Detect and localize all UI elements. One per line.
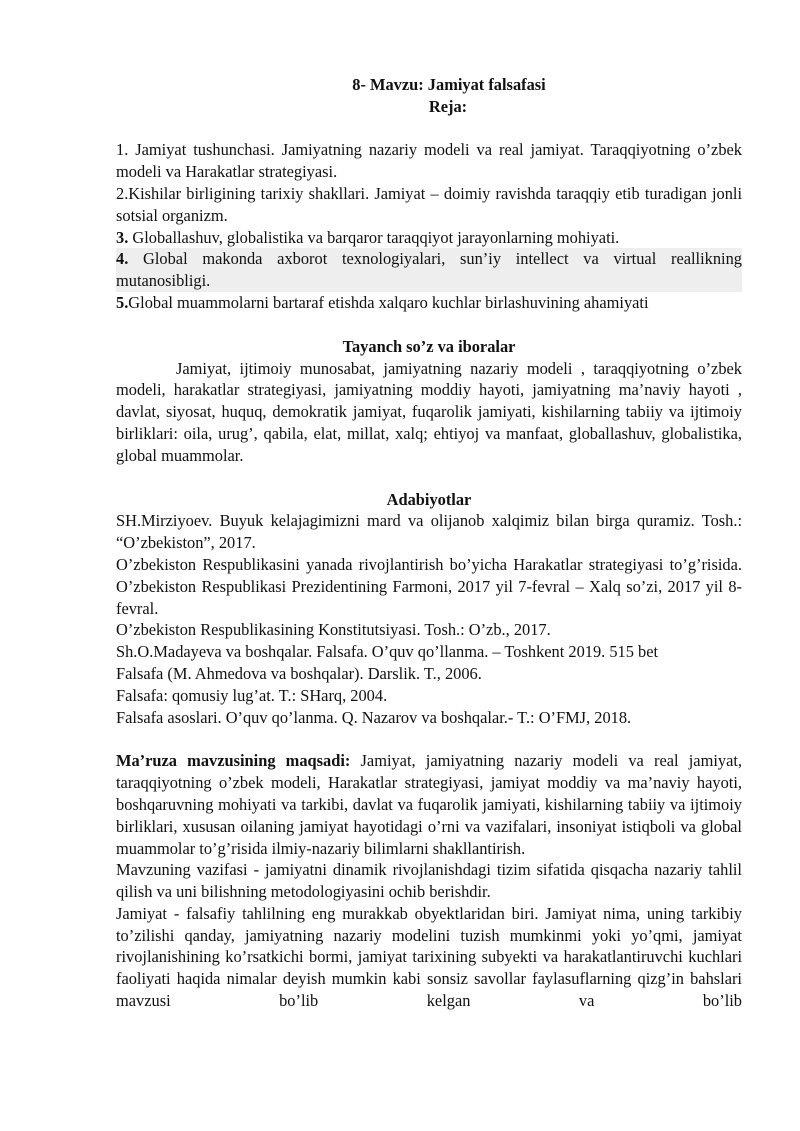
document-title: 8- Mavzu: Jamiyat falsafasi xyxy=(352,75,546,94)
plan-item-5 xyxy=(116,292,742,314)
literature-item-7: Falsafa asoslari. O’quv qo’lanma. Q. Nazarov va boshqalar.- T.: O’FMJ, 2018. xyxy=(116,707,632,727)
plan-item-1-text: 1. Jamiyat tushunchasi. Jamiyatning nazariy modeli va real jamiyat. Taraqqiyotning o’zbek modeli va Harakatlar strategiyasi. xyxy=(116,140,742,182)
literature-item-2: O’zbekiston Respublikasini yanada rivojlantirish bo’yicha Harakatlar strategiyasi to’g’risida. O’zbekiston Respublikasi Prezidentining Farmoni, 2017 yil 7-fevral – Xalq so’zi, 2017 yil 8-fevral. xyxy=(116,554,742,618)
plan-heading: Reja: xyxy=(428,96,468,116)
plan-item-3-text: Globallashuv, globalistika va barqaror taraqqiyot jarayonlarning mohiyati. xyxy=(128,227,620,247)
lecture-goal-text: Jamiyat, jamiyatning nazariy modeli va real jamiyat, taraqqiyotning o’zbek modeli, Harakatlar strategiyasi, jamiyat moddiy va ma’naviy hayoti, boshqaruvning mohiyati va tarkibi, davlat va fuqarolik jamiyati, kishilarning tabiiy va ijtimoiy birliklari, xususan oilaning jamiyat hayotidagi o’rni va vazifalari, insoniyat istiqboli va global muammolar to’g’risida ilmiy-nazariy bilimlarni shakllantirish. xyxy=(116,751,742,858)
body-paragraph: Jamiyat - falsafiy tahlilning eng murakkab obyektlaridan biri. Jamiyat nima, uning tarkibiy to’zilishi qanday, jamiyatning nazariy modelini tuzish mumkinmi yoki yo’qmi, jamiyat rivojlanishining ko’rsatkichi bormi, jamiyat tarixining subyekti va harakatlantiruvchi kuchlari faoliyati haqida nimalar deyish mumkin kabi sonsiz savollar faylasuflarning qizg’in bahslari mavzusi bo’lib kelgan va bo’lib xyxy=(116,903,742,1011)
lecture-goal xyxy=(116,750,742,859)
plan-item-1 xyxy=(116,139,742,183)
literature-item-4: Sh.O.Madayeva va boshqalar. Falsafa. O’quv qo’llanma. – Toshkent 2019. 515 bet xyxy=(116,642,659,662)
plan-item-5-text: Global muammolarni bartaraf etishda xalqaro kuchlar birlashuvining ahamiyati xyxy=(128,292,649,312)
plan-item-2 xyxy=(116,183,742,227)
literature-heading: Adabiyotlar xyxy=(386,489,472,509)
plan-item-3-number: 3. xyxy=(116,227,129,247)
literature-item-5: Falsafa (M. Ahmedova va boshqalar). Darslik. T., 2006. xyxy=(116,663,482,683)
lecture-task: Mavzuning vazifasi - jamiyatni dinamik rivojlanishdagi tizim sifatida qisqacha nazariy tahlil qilish va uni bilishning metodologiyasini ochib berishdir. xyxy=(116,860,742,902)
plan-item-5-number: 5. xyxy=(116,292,129,312)
keywords-text: Jamiyat, ijtimoiy munosabat, jamiyatning nazariy modeli , taraqqiyotning o’zbek modeli, harakatlar strategiyasi, jamiyatning moddiy hayoti, jamiyatning ma’naviy hayoti , davlat, siyosat, huquq, demokratik jamiyat, fuqarolik jamiyati, kishilarning tabiiy va ijtimoiy birliklari: oila, urug’, qabila, elat, millat, xalq; ehtiyoj va manfaat, globallashuv, globalistika, global muammolar. xyxy=(116,358,742,465)
lecture-goal-label: Ma’ruza mavzusining maqsadi: xyxy=(116,751,351,771)
keywords-heading: Tayanch so’z va iboralar xyxy=(342,336,516,356)
plan-item-4-number: 4. xyxy=(116,249,129,269)
plan-item-2-text: 2.Kishilar birligining tarixiy shakllari. Jamiyat – doimiy ravishda taraqqiy etib turadigan jonli sotsial organizm. xyxy=(116,183,742,225)
plan-item-3 xyxy=(116,227,742,249)
plan-item-4-text: Global makonda axborot texnologiyalari, sun’iy intellect va virtual reallikning mutanosibligi. xyxy=(116,249,742,291)
plan-item-4 xyxy=(116,248,742,292)
literature-item-1: SH.Mirziyoev. Buyuk kelajagimizni mard va olijanob xalqimiz bilan birga quramiz. Tosh.: “O’zbekiston”, 2017. xyxy=(116,511,742,553)
document-page xyxy=(116,74,742,1012)
literature-item-6: Falsafa: qomusiy lug’at. T.: SHarq, 2004. xyxy=(116,685,388,705)
literature-item-3: O’zbekiston Respublikasining Konstitutsiyasi. Tosh.: O’zb., 2017. xyxy=(116,620,551,640)
